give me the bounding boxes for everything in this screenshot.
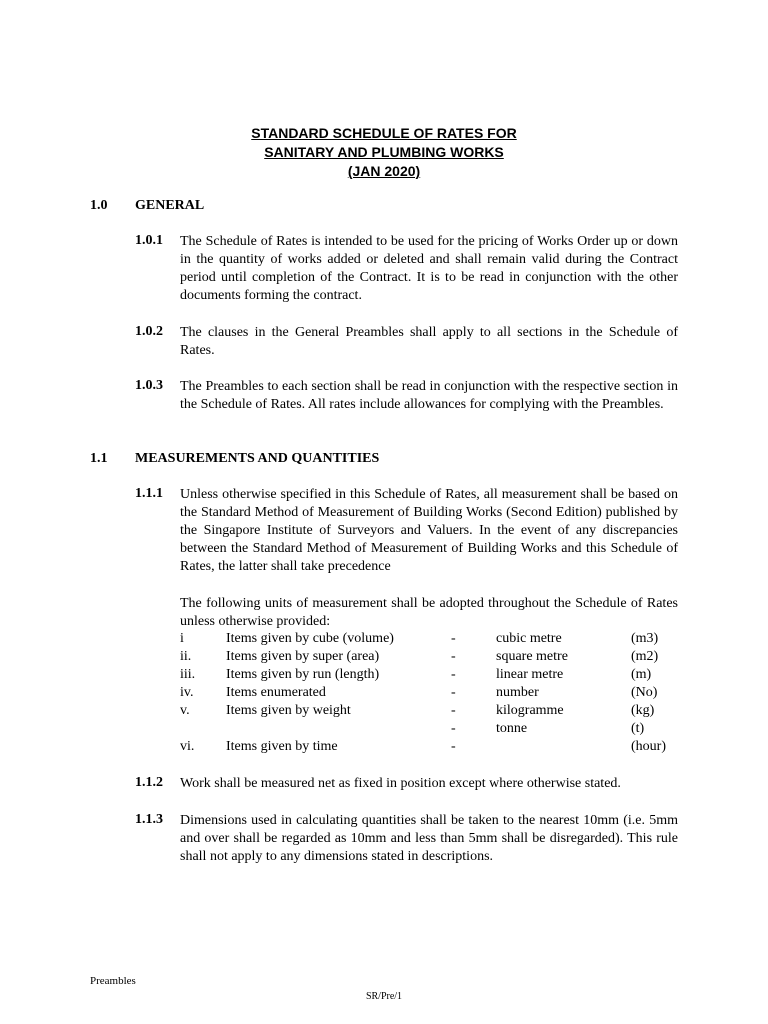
unit-description: Items enumerated <box>226 685 326 700</box>
unit-dash: - <box>451 703 456 718</box>
units-table <box>180 630 681 756</box>
clause-number: 1.0.3 <box>135 378 163 393</box>
section-title: MEASUREMENTS AND QUANTITIES <box>135 451 380 466</box>
unit-index: i <box>180 631 184 646</box>
unit-dash: - <box>451 667 456 682</box>
title-line-2: SANITARY AND PLUMBING WORKS <box>264 144 504 160</box>
unit-description: Items given by run (length) <box>226 667 380 682</box>
unit-index: vi. <box>180 739 195 754</box>
unit-row <box>180 720 681 738</box>
unit-name <box>496 738 631 756</box>
clause-text: The Schedule of Rates is intended to be used for the pricing of Works Order up or down in the quantity of works added or deleted and shall remain valid during the Contract period until completion of the Contract. It is to be read in conjunction with the other documents forming the contract. <box>180 234 678 303</box>
unit-dash: - <box>451 721 456 736</box>
unit-row <box>180 738 681 756</box>
unit-name: kilogramme <box>496 703 564 718</box>
unit-dash: - <box>451 631 456 646</box>
unit-row <box>180 702 681 720</box>
unit-dash: - <box>451 739 456 754</box>
clause-text: The Preambles to each section shall be read in conjunction with the respective section in the Schedule of Rates. All rates include allowances for complying with the Preambles. <box>180 379 678 412</box>
clause-1-0-3 <box>135 378 678 414</box>
unit-dash: - <box>451 649 456 664</box>
unit-name: tonne <box>496 721 528 736</box>
unit-description: Items given by time <box>226 739 338 754</box>
section-heading-measurements <box>90 451 379 467</box>
clause-text: Work shall be measured net as fixed in position except where otherwise stated. <box>180 776 621 791</box>
title-line-3: (JAN 2020) <box>347 163 421 179</box>
unit-row <box>180 666 681 684</box>
clause-1-1-1 <box>135 486 678 576</box>
unit-abbreviation: (No) <box>631 685 658 700</box>
section-heading-general <box>90 198 204 214</box>
page-number: SR/Pre/1 <box>365 991 403 1002</box>
clause-number: 1.1.1 <box>135 486 163 501</box>
clause-text: Dimensions used in calculating quantities shall be taken to the nearest 10mm (i.e. 5mm and over shall be regarded as 10mm and less than 5mm shall be disregarded). This rule shall not apply to any dimensions stated in descriptions. <box>180 813 678 864</box>
unit-abbreviation: (hour) <box>631 739 666 754</box>
unit-abbreviation: (m2) <box>631 649 659 664</box>
unit-name: square metre <box>496 649 568 664</box>
clause-number: 1.1.3 <box>135 812 163 827</box>
footer-section-label: Preambles <box>90 975 136 987</box>
clause-text: The clauses in the General Preambles shall apply to all sections in the Schedule of Rates. <box>180 325 678 358</box>
unit-name: number <box>496 685 539 700</box>
unit-abbreviation: (t) <box>631 721 645 736</box>
unit-row <box>180 684 681 702</box>
unit-row <box>180 648 681 666</box>
unit-name: cubic metre <box>496 631 562 646</box>
unit-abbreviation: (m3) <box>631 631 659 646</box>
unit-index: v. <box>180 703 190 718</box>
clause-1-0-1 <box>135 233 678 305</box>
clause-number: 1.0.1 <box>135 233 163 248</box>
unit-description <box>226 720 451 738</box>
unit-index: iii. <box>180 667 196 682</box>
clause-1-1-2 <box>135 775 678 793</box>
clause-text: Unless otherwise specified in this Schedule of Rates, all measurement shall be based on the Standard Method of Measurement of Building Works (Second Edition) published by the Singapore Institute of Surveyors and Valuers. In the event of any discrepancies between the Standard Method of Measurement of Building Works and this Schedule of Rates, the latter shall take precedence <box>180 487 678 574</box>
clause-1-1-3 <box>135 812 678 866</box>
unit-index: ii. <box>180 649 192 664</box>
clause-number: 1.0.2 <box>135 324 163 339</box>
unit-dash: - <box>451 685 456 700</box>
unit-index: iv. <box>180 685 194 700</box>
unit-description: Items given by weight <box>226 703 351 718</box>
unit-name: linear metre <box>496 667 564 682</box>
document-title <box>0 124 768 181</box>
unit-abbreviation: (m) <box>631 667 652 682</box>
section-number: 1.0 <box>90 198 108 213</box>
unit-description: Items given by super (area) <box>226 649 380 664</box>
units-intro: The following units of measurement shall be adopted throughout the Schedule of Rates unless otherwise provided: <box>180 596 678 629</box>
unit-row <box>180 630 681 648</box>
section-title: GENERAL <box>135 198 205 213</box>
title-line-1: STANDARD SCHEDULE OF RATES FOR <box>251 125 517 141</box>
unit-abbreviation: (kg) <box>631 703 655 718</box>
clause-number: 1.1.2 <box>135 775 163 790</box>
unit-description: Items given by cube (volume) <box>226 631 394 646</box>
clause-1-0-2 <box>135 324 678 360</box>
unit-index <box>180 720 226 738</box>
section-number: 1.1 <box>90 451 108 466</box>
